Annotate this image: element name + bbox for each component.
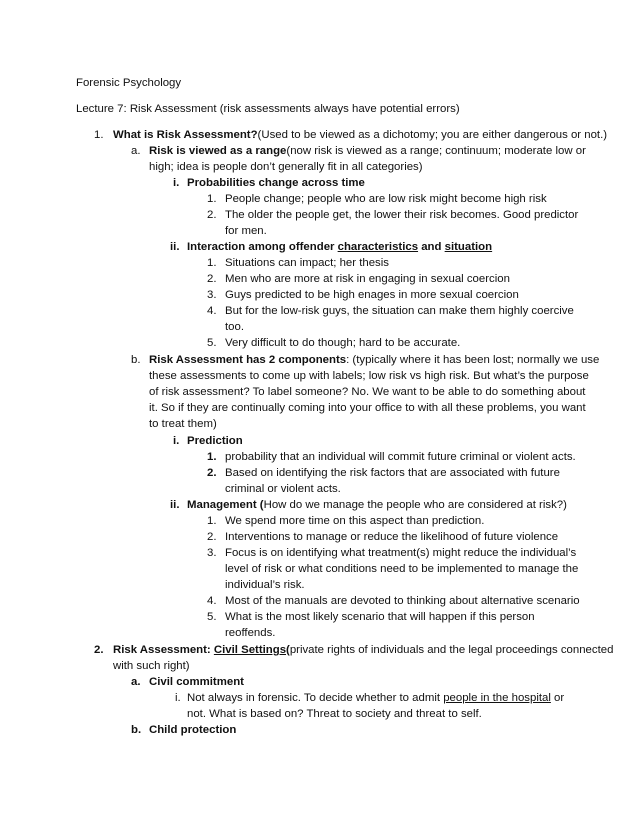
section-1b-heading: Risk Assessment has 2 components: (typically where it has been lost; normally we use — [149, 354, 600, 366]
section-1b-i-numeral: i. — [173, 435, 180, 447]
section-1b-letter: b. — [131, 354, 141, 366]
list-item-text: too. — [225, 321, 244, 333]
list-item-text: But for the low-risk guys, the situation can make them highly coercive — [225, 305, 574, 317]
list-item-text: Interventions to manage or reduce the likelihood of future violence — [225, 531, 559, 543]
list-item-text: criminal or violent acts. — [225, 483, 341, 495]
list-item-number: 5. — [207, 337, 217, 349]
section-1a-i-heading: Probabilities change across time — [187, 177, 365, 189]
section-2a-i-text: Not always in forensic. To decide whether to admit people in the hospital or — [187, 692, 565, 704]
list-item-number: 1. — [207, 451, 217, 463]
document-title: Forensic Psychology — [76, 77, 182, 89]
list-item-number: 2. — [207, 531, 217, 543]
list-item-text: Very difficult to do though; hard to be accurate. — [225, 337, 461, 349]
section-1a-ii-numeral: ii. — [170, 241, 180, 253]
section-2a-i-numeral: i. — [175, 692, 181, 704]
list-item-number: 2. — [207, 209, 217, 221]
list-item-number: 4. — [207, 595, 217, 607]
list-item-text: Guys predicted to be high enages in more sexual coercion — [225, 289, 519, 301]
list-item-text: Focus is on identifying what treatment(s) might reduce the individual’s — [225, 547, 577, 559]
section-2a-letter: a. — [131, 676, 141, 688]
section-1-heading: What is Risk Assessment?(Used to be viewed as a dichotomy; you are either dangerous or not.) — [113, 129, 608, 141]
section-1a-i-numeral: i. — [173, 177, 180, 189]
section-2a-heading: Civil commitment — [149, 676, 244, 688]
list-item-text: level of risk or what conditions need to be implemented to manage the — [225, 563, 579, 575]
section-2-heading: Risk Assessment: Civil Settings(private rights of individuals and the legal proceedings connected — [113, 644, 614, 656]
section-1b-continuation: it. So if they are continually coming into your office to with all these problems, you want — [149, 402, 586, 414]
list-item-text: The older the people get, the lower their risk becomes. Good predictor — [225, 209, 579, 221]
list-item-text: for men. — [225, 225, 267, 237]
section-1-number: 1. — [94, 129, 104, 141]
list-item-text: Men who are more at risk in engaging in sexual coercion — [225, 273, 510, 285]
section-1b-ii-numeral: ii. — [170, 499, 180, 511]
list-item-number: 5. — [207, 611, 217, 623]
section-1b-continuation: to treat them) — [149, 418, 217, 430]
list-item-number: 1. — [207, 515, 217, 527]
section-2-continuation: with such right) — [113, 660, 190, 672]
list-item-text: What is the most likely scenario that will happen if this person — [225, 611, 535, 623]
section-1b-continuation: of risk assessment? To label someone? No. We want to be able to do something about — [149, 386, 586, 398]
section-1a-continuation: high; idea is people don’t generally fit in all categories) — [149, 161, 423, 173]
section-1a-heading: Risk is viewed as a range(now risk is viewed as a range; continuum; moderate low or — [149, 145, 586, 157]
list-item-number: 2. — [207, 273, 217, 285]
lecture-line: Lecture 7: Risk Assessment (risk assessments always have potential errors) — [76, 103, 460, 115]
list-item-text: Most of the manuals are devoted to thinking about alternative scenario — [225, 595, 580, 607]
list-item-text: Based on identifying the risk factors that are associated with future — [225, 467, 560, 479]
list-item-number: 3. — [207, 547, 217, 559]
section-1b-ii-heading: Management (How do we manage the people who are considered at risk?) — [187, 499, 567, 511]
list-item-number: 2. — [207, 467, 217, 479]
list-item-text: probability that an individual will commit future criminal or violent acts. — [225, 451, 576, 463]
section-1b-i-heading: Prediction — [187, 435, 243, 447]
section-1b-continuation: these assessments to come up with labels; low risk vs high risk. But what’s the purpose — [149, 370, 589, 382]
section-2a-i-continuation: not. What is based on? Threat to society and threat to self. — [187, 708, 482, 720]
list-item-text: reoffends. — [225, 627, 276, 639]
list-item-number: 4. — [207, 305, 217, 317]
list-item-text: individual’s risk. — [225, 579, 305, 591]
section-1a-letter: a. — [131, 145, 141, 157]
list-item-text: Situations can impact; her thesis — [225, 257, 389, 269]
section-1a-ii-heading: Interaction among offender characteristics and situation — [187, 241, 493, 253]
list-item-text: People change; people who are low risk might become high risk — [225, 193, 547, 205]
list-item-number: 3. — [207, 289, 217, 301]
section-2b-letter: b. — [131, 724, 142, 736]
list-item-text: We spend more time on this aspect than prediction. — [225, 515, 485, 527]
section-2-number: 2. — [94, 644, 104, 656]
list-item-number: 1. — [207, 193, 217, 205]
section-2b-heading: Child protection — [149, 724, 237, 736]
list-item-number: 1. — [207, 257, 217, 269]
